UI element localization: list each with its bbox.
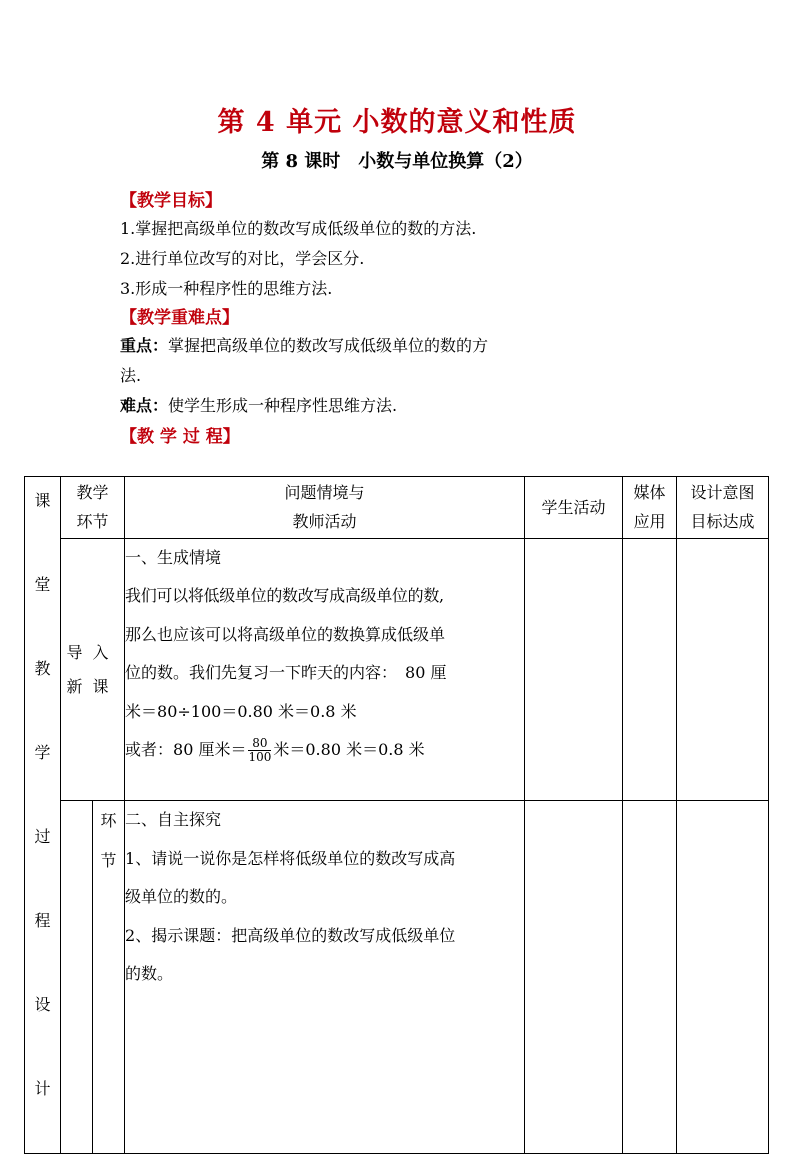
- lesson-process-table: [24, 476, 769, 1154]
- activity-line: 米＝80÷100＝0.80 米＝0.8 米: [125, 701, 357, 721]
- activity-line: 2、揭示课题：把高级单位的数改写成低级单位: [125, 925, 456, 945]
- stage-blank-cell: [61, 801, 93, 1154]
- activity-line: 位的数。我们先复习一下昨天的内容： 80 厘: [125, 663, 447, 683]
- difficulty-line: [120, 393, 397, 416]
- difficulty-label: 难点：: [120, 396, 169, 415]
- activity-line: 二、自主探究: [125, 810, 222, 830]
- stage-char: 环: [100, 811, 117, 831]
- focus-line: [120, 333, 488, 356]
- activity-line: 一、生成情境: [125, 547, 222, 567]
- table-header-row: [25, 477, 769, 539]
- side-char: 学: [34, 743, 51, 762]
- fraction-numerator: 80: [248, 737, 271, 751]
- header-stage-line: 环节: [76, 512, 109, 532]
- activity-line: 级单位的数的。: [125, 887, 238, 907]
- side-char: 堂: [34, 575, 51, 594]
- activity-line-fraction: [125, 731, 524, 770]
- media-cell: [623, 801, 677, 1154]
- stage-line: 导入: [66, 642, 119, 662]
- fraction: [248, 737, 271, 764]
- activity-line: 的数。: [125, 964, 174, 984]
- side-char: 过: [34, 827, 51, 846]
- header-media: [623, 477, 677, 539]
- header-activity: [125, 477, 525, 539]
- objective-item: 1.掌握把高级单位的数改写成低级单位的数的方法.: [120, 219, 477, 238]
- intent-cell: [677, 538, 769, 801]
- fraction-prefix: 或者：80 厘米＝: [125, 740, 247, 760]
- side-char: 程: [34, 911, 51, 930]
- side-char: 教: [34, 659, 51, 678]
- stage-line: 新课: [66, 676, 119, 696]
- activity-line: 那么也应该可以将高级单位的数换算成低级单: [125, 624, 446, 644]
- table-row: [25, 801, 769, 1154]
- header-student: 学生活动: [525, 477, 623, 539]
- header-media-line: 应用: [633, 512, 666, 532]
- difficulty-text: 使学生形成一种程序性思维方法.: [168, 396, 398, 415]
- process-heading: 【教 学 过 程】: [120, 427, 240, 447]
- media-cell: [623, 538, 677, 801]
- header-activity-line: 教师活动: [292, 512, 357, 532]
- student-cell: [525, 538, 623, 801]
- fraction-suffix: 米＝0.80 米＝0.8 米: [273, 740, 425, 760]
- side-label: [25, 477, 61, 1154]
- objective-item: 3.形成一种程序性的思维方法.: [120, 279, 333, 298]
- activity-line: 我们可以将低级单位的数改写成高级单位的数,: [125, 586, 444, 606]
- header-stage-line: 教学: [76, 483, 109, 503]
- header-stage: [61, 477, 125, 539]
- objectives-heading: 【教学目标】: [120, 191, 222, 211]
- header-intent-line: 设计意图: [690, 483, 755, 503]
- student-cell: [525, 801, 623, 1154]
- lesson-subtitle: 第 8 课时 小数与单位换算（2）: [261, 151, 533, 172]
- header-intent: [677, 477, 769, 539]
- objective-item: 2.进行单位改写的对比，学会区分.: [120, 249, 365, 268]
- table-row: [25, 538, 769, 801]
- header-media-line: 媒体: [633, 483, 666, 503]
- activity-intro: [125, 538, 525, 801]
- focus-text: 掌握把高级单位的数改写成低级单位的数的方: [168, 336, 489, 355]
- side-char: 计: [34, 1079, 51, 1098]
- key-points-heading: 【教学重难点】: [120, 308, 239, 328]
- focus-line-continued: 法.: [120, 366, 142, 385]
- side-char: 设: [34, 995, 51, 1014]
- unit-title: 第 4 单元 小数的意义和性质: [217, 107, 577, 138]
- stage-explore: [93, 801, 125, 1154]
- stage-char: 节: [100, 851, 117, 871]
- header-intent-line: 目标达成: [690, 512, 755, 532]
- side-char: 课: [34, 491, 51, 510]
- activity-explore: [125, 801, 525, 1154]
- activity-line: 1、请说一说你是怎样将低级单位的数改写成高: [125, 848, 456, 868]
- focus-label: 重点：: [120, 336, 169, 355]
- stage-intro: [61, 538, 125, 801]
- header-activity-line: 问题情境与: [284, 483, 365, 503]
- intent-cell: [677, 801, 769, 1154]
- fraction-denominator: 100: [248, 750, 272, 765]
